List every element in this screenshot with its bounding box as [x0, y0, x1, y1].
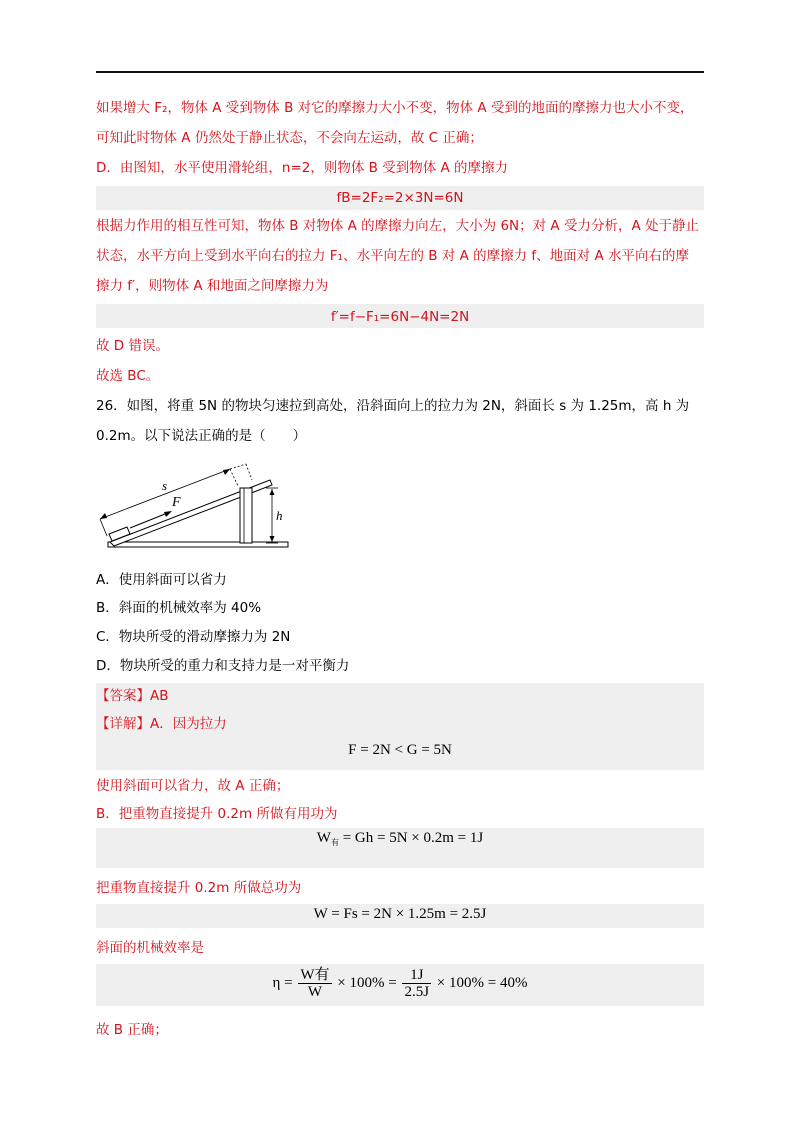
option-d: D．物块所受的重力和支持力是一对平衡力: [96, 658, 350, 674]
incline-figure: [96, 462, 296, 552]
figure-support: [240, 488, 252, 543]
fraction-values: $\frac{1J}{2.5J}$: [404, 967, 430, 1000]
prev-solution-line-5: 状态，水平方向上受到水平向右的拉力 F₁、水平向左的 B 对 A 的摩擦力 f、地面对 A 水平向右的摩: [96, 248, 689, 264]
detail-label: 【详解】: [96, 716, 150, 732]
b-efficiency-text: 斜面的机械效率是: [96, 940, 204, 956]
prev-solution-line-6: 擦力 f′，则物体 A 和地面之间摩擦力为: [96, 278, 329, 294]
prev-solution-line-4: 根据力作用的相互性可知，物体 B 对物体 A 的摩擦力向左，大小为 6N；对 A 受力分析，A 处于静止: [96, 218, 699, 234]
prev-solution-line-8: 故选 BC。: [96, 368, 160, 384]
equation-fb: fB=2F₂=2×3N=6N: [336, 190, 464, 206]
figure-ground: [108, 542, 288, 547]
prev-solution-line-1: 如果增大 F₂，物体 A 受到物体 B 对它的摩擦力大小不变，物体 A 受到的地面的摩擦力也大小不变，: [96, 100, 694, 116]
answer-label: 【答案】: [96, 688, 150, 704]
a-conclusion: 使用斜面可以省力，故 A 正确；: [96, 778, 290, 794]
figure-label-s: s: [162, 478, 168, 493]
equation-force-compare: F = 2N < G = 5N: [348, 742, 452, 758]
b-total-work-text: 把重物直接提升 0.2m 所做总功为: [96, 880, 302, 896]
b-conclusion: 故 B 正确；: [96, 1022, 168, 1038]
option-a: A．使用斜面可以省力: [96, 572, 227, 588]
prev-solution-line-3: D．由图知，水平使用滑轮组，n=2，则物体 B 受到物体 A 的摩擦力: [96, 160, 509, 176]
option-b: B．斜面的机械效率为 40%: [96, 600, 262, 616]
figure-label-F: F: [172, 495, 181, 510]
option-c: C．物块所受的滑动摩擦力为 2N: [96, 629, 291, 645]
equation-efficiency: η = $\frac{\text{W有}}{W}$ × 100% = $\frac{1J}{2.5J}$ × 100% = 40%: [272, 967, 528, 1000]
equation-friction: f′=f−F₁=6N−4N=2N: [330, 309, 470, 325]
prev-solution-line-7: 故 D 错误。: [96, 338, 169, 354]
question-line-2: 0.2m。以下说法正确的是（ ）: [96, 428, 307, 444]
b-useful-work-text: B．把重物直接提升 0.2m 所做有用功为: [96, 806, 338, 822]
detail-text: A．因为拉力: [150, 716, 227, 732]
equation-useful-work: $W_有 = Gh = 5N \times 0.2m = 1J$: [316, 830, 484, 847]
figure-label-h: h: [276, 508, 283, 523]
fraction-useful-over-total: $\frac{\text{W有}}{W}$: [300, 967, 330, 1000]
answer-value: AB: [150, 688, 169, 704]
equation-total-work: W = Fs = 2N × 1.25m = 2.5J: [313, 906, 487, 922]
question-line-1: 26．如图，将重 5N 的物块匀速拉到高处，沿斜面向上的拉力为 2N，斜面长 s 为 1.25m，高 h 为: [96, 398, 690, 414]
header-rule: [96, 71, 704, 73]
answer-line: [96, 686, 706, 706]
detail-line: [96, 714, 706, 734]
prev-solution-line-2: 可知此时物体 A 仍然处于静止状态，不会向左运动，故 C 正确；: [96, 130, 483, 146]
